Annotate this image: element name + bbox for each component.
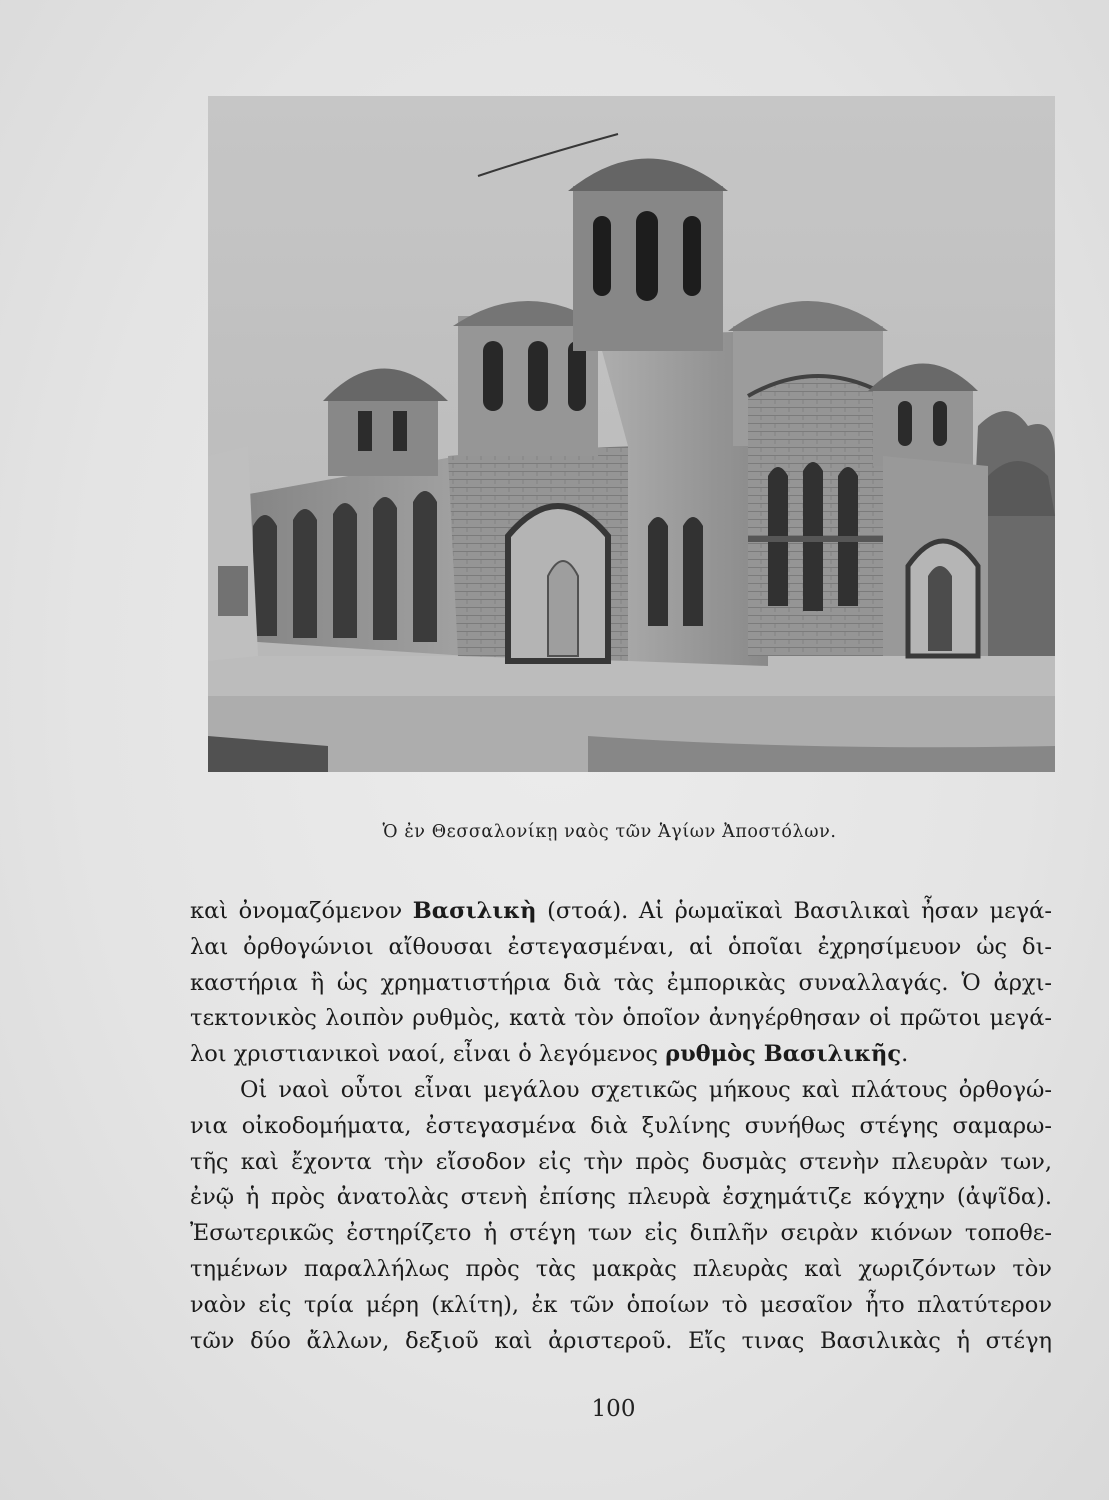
text-line [190, 1216, 1052, 1252]
text-segment: τημένων παραλλήλως πρὸς τὰς μακρὰς πλευρὰς καὶ χωριζόντων τὸν [190, 1255, 1052, 1282]
figure-caption: Ὁ ἐν Θεσσαλονίκῃ ναὸς τῶν Ἁγίων Ἀποστόλων. [382, 822, 837, 842]
text-line [190, 1180, 1052, 1216]
text-segment: Οἱ ναοὶ οὗτοι εἶναι μεγάλου σχετικῶς μήκους καὶ πλάτους ὀρθογώ- [240, 1076, 1052, 1103]
text-line [190, 1145, 1052, 1181]
text-segment: καστήρια ἢ ὡς χρηματιστήρια διὰ τὰς ἐμπορικὰς συναλλαγάς. Ὁ ἀρχι- [190, 969, 1052, 996]
text-segment: καὶ ὀνομαζόμενον [190, 898, 413, 924]
text-line [190, 1109, 1052, 1145]
text-segment: Ἐσωτερικῶς ἐστηρίζετο ἡ στέγη των εἰς διπλῆν σειρὰν κιόνων τοποθε- [190, 1220, 1052, 1247]
text-line [190, 894, 1052, 930]
text-line [190, 1037, 1052, 1073]
text-segment: νια οἰκοδομήματα, ἐστεγασμένα διὰ ξυλίνης συνήθως στέγης σαμαρω- [190, 1112, 1052, 1139]
text-segment: ἐνῷ ἡ πρὸς ἀνατολὰς στενὴ ἐπίσης πλευρὰ ἐσχημάτιζε κόγχην (ἀψῖδα). [190, 1184, 1052, 1211]
text-segment: ναὸν εἰς τρία μέρη (κλίτη), ἐκ τῶν ὁποίων τὸ μεσαῖον ἦτο πλατύτερον [190, 1291, 1052, 1318]
page-number: 100 [591, 1396, 636, 1422]
text-line [190, 966, 1052, 1002]
body-text [190, 894, 1052, 1359]
text-line [190, 1324, 1052, 1360]
bold-term: ρυθμὸς Βασιλικῆς [665, 1041, 902, 1068]
text-line [190, 1288, 1052, 1324]
text-segment: . [901, 1041, 909, 1068]
church-illustration [208, 96, 1055, 772]
text-segment: (στοά). Αἱ ῥωμαϊκαὶ Βασιλικαὶ ἦσαν μεγά- [536, 898, 1052, 924]
text-segment: τῶν δύο ἄλλων, δεξιοῦ καὶ ἀριστεροῦ. Εἴς τινας Βασιλικὰς ἡ στέγη [190, 1327, 1052, 1354]
text-line [190, 1252, 1052, 1288]
text-line [190, 930, 1052, 966]
church-photograph [208, 96, 1055, 772]
text-segment: τεκτονικὸς λοιπὸν ρυθμὸς, κατὰ τὸν ὁποῖον ἀνηγέρθησαν οἱ πρῶτοι μεγά- [190, 1005, 1052, 1032]
text-line [190, 1001, 1052, 1037]
text-line [190, 1073, 1052, 1109]
text-segment: λοι χριστιανικοὶ ναοί, εἶναι ὁ λεγόμενος [190, 1041, 666, 1068]
text-segment: τῆς καὶ ἔχοντα τὴν εἴσοδον εἰς τὴν πρὸς δυσμὰς στενὴν πλευρὰν των, [190, 1148, 1052, 1175]
text-segment: λαι ὀρθογώνιοι αἴθουσαι ἐστεγασμέναι, αἱ ὁποῖαι ἐχρησίμευον ὡς δι- [190, 933, 1052, 960]
bold-term: Βασιλικὴ [412, 898, 537, 924]
